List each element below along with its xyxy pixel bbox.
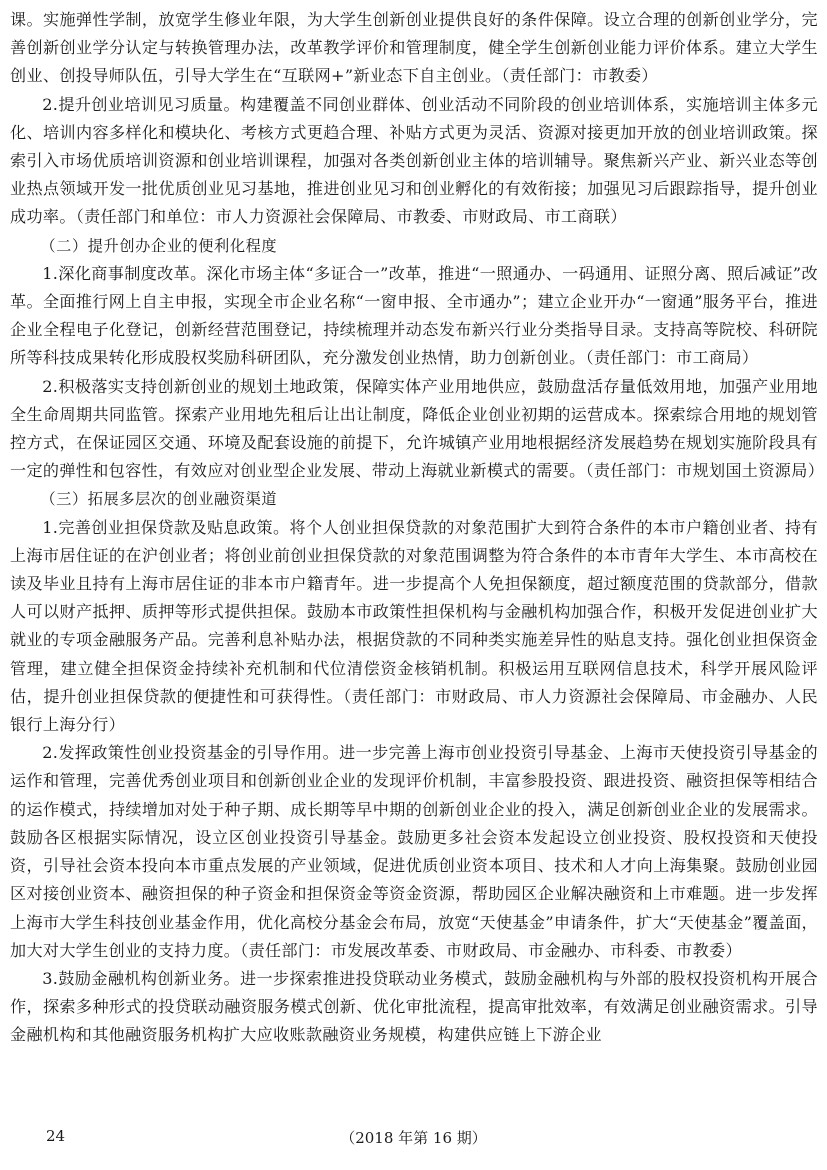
paragraph: 课。实施弹性学制，放宽学生修业年限，为大学生创新创业提供良好的条件保障。设立合理的创新创业学分，完善创新创业学分认定与转换管理办法，改革教学评价和管理制度，健全学生创新创业能力评价体系。建立大学生创业、创投导师队伍，引导大学生在“互联网+”新业态下自主创业。（责任部门：市教委）	[10, 10, 818, 86]
section-heading: （三）拓展多层次的创业融资渠道	[40, 490, 278, 509]
paragraph: 2.提升创业培训见习质量。构建覆盖不同创业群体、创业活动不同阶段的创业培训体系，实施培训主体多元化、培训内容多样化和模块化、考核方式更趋合理、补贴方式更为灵活、资源对接更加开放的创业培训政策。探索引入市场优质培训资源和创业培训课程，加强对各类创新创业主体的培训辅导。聚焦新兴产业、新兴业态等创业热点领域开发一批优质创业见习基地，推进创业见习和创业孵化的有效衔接；加强见习后跟踪指导，提升创业成功率。（责任部门和单位：市人力资源社会保障局、市教委、市财政局、市工商联）	[10, 94, 818, 227]
paragraph: 1.完善创业担保贷款及贴息政策。将个人创业担保贷款的对象范围扩大到符合条件的本市户籍创业者、持有上海市居住证的在沪创业者；将创业前创业担保贷款的对象范围调整为符合条件的本市青年大学生、本市高校在读及毕业且持有上海市居住证的非本市户籍青年。进一步提高个人免担保额度，超过额度范围的贷款部分，借款人可以财产抵押、质押等形式提供担保。鼓励本市政策性担保机构与金融机构加强合作，积极开发促进创业扩大就业的专项金融服务产品。完善利息补贴办法，根据贷款的不同种类实施差异性的贴息支持。强化创业担保资金管理，建立健全担保资金持续补充机制和代位清偿资金核销机制。积极运用互联网信息技术，科学开展风险评估，提升创业担保贷款的便捷性和可获得性。（责任部门：市财政局、市人力资源社会保障局、市金融办、人民银行上海分行）	[10, 517, 818, 735]
paragraph: 3.鼓励金融机构创新业务。进一步探索推进投贷联动业务模式，鼓励金融机构与外部的股权投资机构开展合作，探索多种形式的投贷联动融资服务模式创新、优化审批流程，提高审批效率，有效满足创业融资需求。引导金融机构和其他融资服务机构扩大应收账款融资业务规模，构建供应链上下游企业	[10, 968, 818, 1045]
issue-label: （2018 年第 16 期）	[340, 1129, 487, 1147]
page-number: 24	[46, 1127, 66, 1145]
page-footer	[0, 1127, 827, 1153]
paragraph: 1.深化商事制度改革。深化市场主体“多证合一”改革，推进“一照通办、一码通用、证照分离、照后减证”改革。全面推行网上自主申报，实现全市企业名称“一窗申报、全市通办”；建立企业开办“一窗通”服务平台，推进企业全程电子化登记，创新经营范围登记，持续梳理并动态发布新兴行业分类指导目录。支持高等院校、科研院所等科技成果转化形成股权奖励科研团队，充分激发创业热情，助力创新创业。（责任部门：市工商局）	[10, 263, 818, 368]
section-heading: （二）提升创办企业的便利化程度	[40, 236, 278, 255]
body-text	[10, 6, 825, 1050]
paragraph: 2.发挥政策性创业投资基金的引导作用。进一步完善上海市创业投资引导基金、上海市天使投资引导基金的运作和管理，完善优秀创业项目和创新创业企业的发现评价机制，丰富参股投资、跟进投资、融资担保等相结合的运作模式，持续增加对处于种子期、成长期等早中期的创新创业企业的投入，满足创新创业企业的发展需求。鼓励各区根据实际情况，设立区创业投资引导基金。鼓励更多社会资本发起设立创业投资、股权投资和天使投资，引导社会资本投向本市重点发展的产业领域，促进优质创业资本项目、技术和人才向上海集聚。鼓励创业园区对接创业资本、融资担保的种子资金和担保资金等资金资源，帮助园区企业解决融资和上市难题。进一步发挥上海市大学生科技创业基金作用，优化高校分基金会布局，放宽“天使基金”申请条件，扩大“天使基金”覆盖面，加大对大学生创业的支持力度。（责任部门：市发展改革委、市财政局、市金融办、市科委、市教委）	[10, 743, 818, 960]
paragraph: 2.积极落实支持创新创业的规划土地政策，保障实体产业用地供应，鼓励盘活存量低效用地，加强产业用地全生命周期共同监管。探索产业用地先租后让出让制度，降低企业创业初期的运营成本。探索综合用地的规划管控方式，在保证园区交通、环境及配套设施的前提下，允许城镇产业用地根据经济发展趋势在规划实施阶段具有一定的弹性和包容性，有效应对创业型企业发展、带动上海就业新模式的需要。（责任部门：市规划国土资源局）	[10, 376, 825, 481]
